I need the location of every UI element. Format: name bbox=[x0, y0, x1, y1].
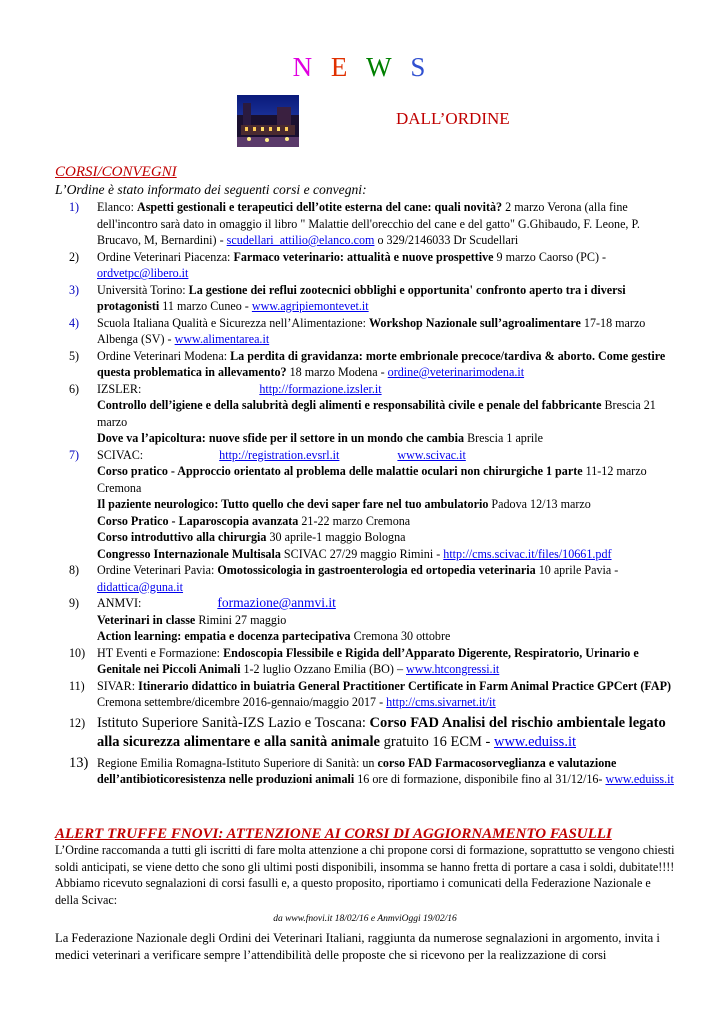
item-details: gratuito 16 ECM - bbox=[379, 733, 494, 750]
item-details: Cremona settembre/dicembre 2016-gennaio/maggio 2017 - bbox=[97, 695, 387, 709]
alert-body bbox=[55, 842, 675, 964]
item-title: Controllo dell’igiene e della salubrità degli alimenti e responsabilità civile e penale del fabbricante bbox=[97, 398, 602, 412]
item-number: 4) bbox=[69, 315, 80, 330]
title-letter-s: S bbox=[410, 52, 432, 82]
item-org: IZSLER: bbox=[97, 381, 142, 396]
item-title: Aspetti gestionali e terapeutici dell’otite esterna del cane: quali novità? bbox=[136, 200, 503, 214]
item-link[interactable]: ordvetpc@libero.it bbox=[97, 266, 189, 280]
item-org: Elanco: bbox=[97, 200, 137, 214]
corsi-heading: CORSI/CONVEGNI bbox=[55, 164, 177, 180]
item-link[interactable]: www.eduiss.it bbox=[493, 733, 576, 750]
item-details: 11-12 marzo Cremona bbox=[97, 464, 647, 495]
item-details: Padova 12/13 marzo bbox=[488, 497, 591, 511]
item-link[interactable]: www.htcongressi.it bbox=[406, 662, 500, 676]
item-details: Brescia 21 marzo bbox=[97, 398, 656, 429]
item-title: Corso FAD Analisi del rischio ambientale legato alla sicurezza alimentare e alla sanità animale bbox=[97, 714, 666, 750]
list-item bbox=[55, 714, 680, 752]
item-org: Istituto Superiore Sanità-IZS Lazio e Toscana: bbox=[97, 714, 370, 731]
item-number: 2) bbox=[69, 249, 80, 264]
header-photo bbox=[237, 95, 299, 147]
section-subtitle: DALL’ORDINE bbox=[396, 109, 510, 128]
item-title: Action learning: empatia e docenza partecipativa bbox=[97, 629, 351, 643]
item-org: SIVAR: bbox=[97, 678, 139, 693]
item-details: SCIVAC 27/29 maggio Rimini - bbox=[280, 546, 444, 561]
alert-paragraph: L’Ordine raccomanda a tutti gli iscritti di fare molta attenzione a chi propone corsi di formazione, soprattutto se vengono chiesti soldi anticipati, se viene detto che sono gli ultimi posti disponibili, insomma se hanno fretta di portare a casa i soldi, dubitate!!!! bbox=[55, 843, 675, 874]
item-link[interactable]: http://registration.evsrl.it bbox=[219, 447, 340, 462]
item-details: Cremona 30 ottobre bbox=[350, 629, 451, 643]
alert-source: da www.fnovi.it 18/02/16 e AnmviOggi 19/02/16 bbox=[273, 914, 457, 924]
list-item bbox=[55, 595, 680, 645]
list-item bbox=[55, 678, 680, 711]
item-details: 17-18 marzo Albenga (SV) - bbox=[97, 315, 646, 346]
list-item bbox=[55, 381, 680, 447]
item-number: 1) bbox=[69, 200, 80, 214]
item-details: 10 aprile Pavia - bbox=[535, 563, 619, 577]
item-details: 18 marzo Modena - bbox=[286, 365, 388, 379]
item-title: Omotossicologia in gastroenterologia ed ortopedia veterinaria bbox=[217, 563, 536, 577]
item-link[interactable]: http://formazione.izsler.it bbox=[259, 381, 382, 396]
item-link[interactable]: scudellari_attilio@elanco.com bbox=[226, 233, 375, 247]
item-number: 10) bbox=[69, 645, 86, 660]
title-letter-w: W bbox=[366, 52, 398, 82]
item-title: Il paziente neurologico: Tutto quello che devi saper fare nel tuo ambulatorio bbox=[97, 497, 489, 511]
item-details: 21-22 marzo Cremona bbox=[298, 513, 411, 528]
item-number: 13) bbox=[69, 754, 89, 771]
title-letter-e: E bbox=[330, 52, 354, 82]
list-item bbox=[55, 249, 680, 282]
list-item bbox=[55, 315, 680, 348]
item-org: Ordine Veterinari Pavia: bbox=[97, 563, 218, 577]
alert-paragraph: Abbiamo ricevuto segnalazioni di corsi fasulli e, a questo proposito, riportiamo i comunicati della Federazione Nazionale e della Scivac: bbox=[55, 876, 651, 907]
item-title: Veterinari in classe bbox=[97, 612, 196, 627]
item-link[interactable]: ordine@veterinarimodena.it bbox=[387, 365, 525, 379]
course-list bbox=[55, 199, 680, 788]
item-org: ANMVI: bbox=[97, 596, 142, 610]
item-title: Workshop Nazionale sull’agroalimentare bbox=[369, 315, 581, 330]
intro-text: L’Ordine è stato informato dei seguenti corsi e convegni: bbox=[55, 182, 367, 197]
item-title: Corso Pratico - Laparoscopia avanzata bbox=[97, 513, 299, 528]
item-number: 11) bbox=[69, 678, 85, 693]
news-title bbox=[0, 52, 724, 83]
item-number: 6) bbox=[69, 381, 80, 396]
item-org: Università Torino: bbox=[97, 282, 189, 297]
item-link[interactable]: http://cms.scivac.it/files/10661.pdf bbox=[443, 546, 612, 561]
item-title: Corso introduttivo alla chirurgia bbox=[97, 530, 267, 544]
list-item bbox=[55, 282, 680, 315]
item-title: Dove va l’apicoltura: nuove sfide per il settore in un mondo che cambia bbox=[97, 431, 465, 445]
item-org: SCIVAC: bbox=[97, 447, 144, 462]
item-number: 9) bbox=[69, 596, 80, 610]
item-title: La gestione dei reflui zootecnici obblighi e opportunita' confronto aperto tra i diversi protagonisti bbox=[97, 282, 626, 313]
item-link[interactable]: www.scivac.it bbox=[397, 447, 466, 462]
alert-heading: ALERT TRUFFE FNOVI: ATTENZIONE AI CORSI DI AGGIORNAMENTO FASULLI bbox=[55, 826, 612, 842]
list-item bbox=[55, 562, 680, 595]
item-details: o 329/2146033 Dr Scudellari bbox=[374, 233, 519, 247]
item-number: 12) bbox=[69, 715, 86, 730]
item-details: 16 ore di formazione, disponibile fino al 31/12/16- bbox=[354, 772, 606, 786]
item-title: Congresso Internazionale Multisala bbox=[97, 546, 281, 561]
item-link[interactable]: formazione@anmvi.it bbox=[217, 595, 336, 610]
title-letter-n: N bbox=[292, 52, 319, 82]
list-item bbox=[55, 755, 680, 788]
item-details: Brescia 1 aprile bbox=[464, 431, 543, 445]
item-details: 2 marzo Verona (alla fine dell'incontro sarà dato in omaggio il libro " Malattie dell'orecchio del cane e del gatto" G.Ghibaudo, F. Leone, P. Brucavo, M, Bernardini) - bbox=[97, 200, 640, 247]
item-org: Regione Emilia Romagna-Istituto Superiore di Sanità: bbox=[97, 755, 363, 770]
alert-paragraph: La Federazione Nazionale degli Ordini dei Veterinari Italiani, raggiunta da numerose segnalazioni in argomento, invita i medici veterinari a verificare sempre l’attendibilità delle proposte che si ricevono per la realizzazione di corsi bbox=[55, 930, 660, 962]
item-title: Itinerario didattico in buiatria General Practitioner Certificate in Farm Animal Practice GPCert (FAP) bbox=[138, 678, 671, 693]
item-org: Ordine Veterinari Piacenza: bbox=[97, 249, 234, 264]
item-number: 3) bbox=[69, 282, 80, 297]
item-link[interactable]: www.agripiemontevet.it bbox=[251, 299, 369, 313]
list-item bbox=[55, 447, 680, 563]
item-details: 30 aprile-1 maggio Bologna bbox=[266, 530, 406, 544]
item-org: HT Eventi e Formazione: bbox=[97, 645, 224, 660]
item-link[interactable]: didattica@guna.it bbox=[97, 579, 184, 594]
item-link[interactable]: www.eduiss.it bbox=[605, 772, 674, 786]
list-item bbox=[55, 348, 680, 381]
item-number: 7) bbox=[69, 447, 80, 462]
item-details: 11 marzo Cuneo - bbox=[159, 299, 252, 313]
item-details: 1-2 luglio Ozzano Emilia (BO) – bbox=[240, 662, 407, 676]
item-org: Ordine Veterinari Modena: bbox=[97, 348, 231, 363]
item-link[interactable]: http://cms.sivarnet.it/it bbox=[386, 695, 496, 709]
item-details: 9 marzo Caorso (PC) - bbox=[493, 249, 607, 264]
list-item bbox=[55, 199, 680, 249]
item-details: un bbox=[362, 755, 378, 770]
item-org: Scuola Italiana Qualità e Sicurezza nell’Alimentazione: bbox=[97, 315, 369, 330]
list-item bbox=[55, 645, 680, 678]
item-number: 5) bbox=[69, 348, 80, 363]
item-title: Farmaco veterinario: attualità e nuove prospettive bbox=[233, 249, 494, 264]
item-number: 8) bbox=[69, 563, 80, 577]
item-details: Rimini 27 maggio bbox=[195, 612, 287, 627]
item-title: corso FAD Farmacosorveglianza e valutazione dell’antibioticoresistenza nelle produzioni animali bbox=[97, 755, 617, 786]
item-title: Corso pratico - Approccio orientato al problema delle malattie oculari non chirurgiche 1 parte bbox=[97, 464, 583, 478]
item-link[interactable]: www.alimentarea.it bbox=[174, 332, 270, 346]
item-title: Endoscopia Flessibile e Rigida dell’Apparato Digerente, Respiratorio, Urinario e Genitale nei Piccoli Animali bbox=[97, 645, 639, 676]
item-title: La perdita di gravidanza: morte embrionale precoce/tardiva & aborto. Come gestire questa problematica in allevamento? bbox=[97, 348, 666, 379]
